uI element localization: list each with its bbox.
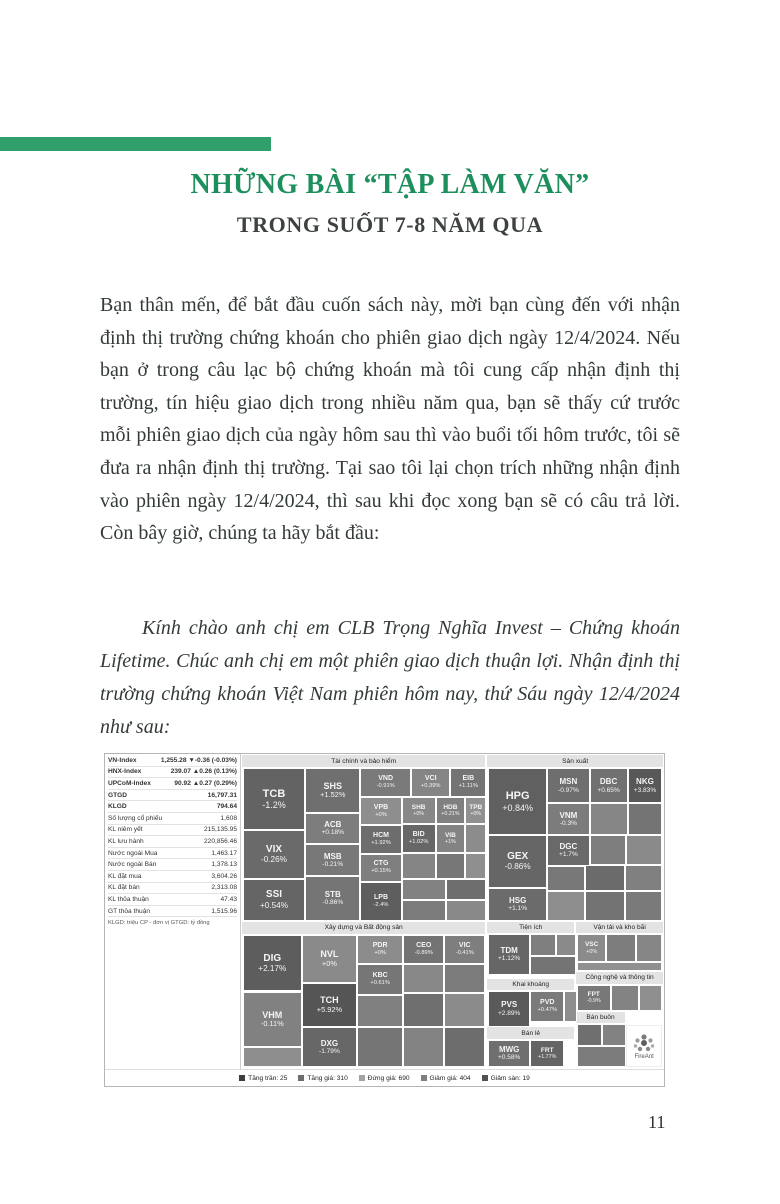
ticker-tile (626, 835, 662, 865)
sector-header: Tiện ích (486, 921, 575, 934)
paragraph-intro: Bạn thân mến, để bắt đầu cuốn sách này, mời bạn cùng đến với nhận định thị trường chứng khoán cho phiên giao dịch ngày 12/4/2024. Nếu bạn ở trong câu lạc bộ chứng khoán mà tôi cung cấp nhận định thị trường, tín hiệu giao dịch trong nhiều năm qua, bạn sẽ thấy cứ trước mỗi phiên giao dịch của ngày hôm sau thì vào buổi tối hôm trước, tôi sẽ đưa ra nhận định thị trường. Tại sao tôi lại chọn trích những nhận định vào phiên ngày 12/4/2024, thì sau khi đọc xong bạn sẽ có câu trả lời. Còn bây giờ, chúng ta hãy bắt đầu: (100, 294, 680, 545)
legend-label: Tăng giá: 310 (307, 1074, 348, 1082)
ticker-change: +1.11% (458, 783, 478, 790)
legend-swatch (421, 1075, 427, 1081)
ticker-change: +0% (321, 958, 337, 968)
sidebar-row-label: KLGD (108, 803, 127, 811)
page-number: 11 (648, 1112, 666, 1132)
legend-item (298, 1075, 347, 1082)
sidebar-row-label: KL lưu hành (108, 837, 144, 845)
ticker-tile-dxg (302, 1027, 357, 1067)
ticker-tile (625, 865, 663, 891)
sidebar-row-klgd (108, 801, 237, 813)
ticker-symbol: GEX (507, 850, 529, 862)
ticker-symbol: BID (412, 831, 425, 839)
ticker-symbol: VHM (262, 1009, 283, 1020)
ticker-tile (628, 803, 663, 835)
sidebar-row-n-c-ngo-i-mua (108, 848, 237, 860)
ticker-change: -1.79% (319, 1047, 340, 1055)
ticker-symbol: MSB (323, 851, 342, 861)
sidebar-row-kl-l-u-h-nh (108, 836, 237, 848)
ticker-tile (577, 1046, 626, 1067)
ticker-change: +0.15% (371, 868, 391, 875)
ticker-tile-shs (305, 768, 360, 812)
sidebar-row-value: 1,463.17 (211, 849, 237, 857)
ticker-symbol: TCH (320, 995, 339, 1006)
ticker-symbol: SSI (265, 889, 283, 901)
ticker-symbol: EIB (462, 775, 475, 783)
ticker-tile (636, 934, 662, 962)
ticker-tile-vnm (547, 803, 589, 835)
ticker-tile (402, 879, 446, 900)
ticker-symbol: TCB (262, 787, 286, 800)
sidebar-row-label: KL thỏa thuận (108, 895, 149, 903)
ticker-tile (530, 934, 555, 956)
ticker-tile (564, 991, 577, 1023)
ticker-tile (444, 964, 485, 994)
sidebar-row-gt-th-a-thu-n (108, 906, 237, 918)
ticker-tile (602, 1024, 626, 1046)
ticker-tile (465, 824, 486, 853)
ticker-tile (547, 891, 585, 921)
accent-bar (0, 137, 271, 151)
ticker-symbol: PVD (540, 999, 555, 1007)
ticker-tile (606, 934, 636, 962)
legend-item (482, 1075, 530, 1082)
ticker-tile (446, 879, 486, 900)
ticker-tile-tch (302, 983, 357, 1027)
sidebar-row-label: Số lượng cổ phiếu (108, 814, 163, 822)
ticker-tile-stb (305, 876, 360, 921)
ticker-change: -0.26% (261, 855, 287, 865)
ticker-symbol: HDB (443, 803, 458, 811)
ticker-tile (402, 853, 436, 879)
sidebar-row-label: KL đặt mua (108, 872, 142, 880)
sidebar-row-value: 794.64 (216, 803, 237, 811)
sidebar-row-value: 3,604.26 (211, 872, 237, 880)
sidebar-row-value: 16,797.31 (207, 791, 237, 799)
sidebar-row-kl-th-a-thu-n (108, 894, 237, 906)
ticker-change: +0% (374, 950, 386, 956)
sector-header: Sản xuất (486, 754, 664, 768)
ticker-change: +0.39% (420, 783, 441, 790)
ticker-tile (402, 900, 446, 921)
ticker-symbol: PDR (372, 941, 388, 949)
ticker-change: -0.86% (322, 899, 344, 907)
ticker-tile-vic (444, 935, 485, 964)
ticker-change: +0% (413, 811, 425, 818)
ticker-symbol: PVS (501, 1000, 518, 1010)
ticker-tile-eib (450, 768, 486, 796)
heatmap-sidebar (105, 754, 241, 1069)
ticker-symbol: CEO (416, 941, 432, 949)
ticker-change: +0.21% (441, 811, 460, 818)
ticker-tile (403, 1027, 444, 1067)
ticker-tile (577, 962, 662, 971)
ticker-tile-vib (436, 824, 466, 853)
ticker-change: +0% (375, 811, 387, 818)
ticker-symbol: DIG (263, 952, 282, 964)
sidebar-unit-note: KLGD: triệu CP - đơn vị GTGD: tỷ đồng (108, 920, 210, 927)
ticker-tile (357, 995, 404, 1027)
sidebar-row-value: 90.92 ▲0.27 (0.29%) (174, 779, 237, 787)
sidebar-row-value: 47.43 (220, 895, 237, 903)
sidebar-row-label: VN-Index (108, 756, 137, 764)
sidebar-row-hnx-index (108, 767, 237, 779)
sector-header: Vận tải và kho bãi (575, 921, 664, 934)
ticker-change: +1.92% (371, 840, 391, 847)
sidebar-row-label: KL đặt bán (108, 884, 140, 892)
ticker-symbol: MWG (498, 1045, 520, 1055)
ticker-tile-pvd (530, 991, 564, 1023)
sidebar-row-value: 215,135.95 (203, 826, 237, 834)
sidebar-row-kl-ni-m-y-t (108, 825, 237, 837)
ticker-symbol: VIC (458, 941, 471, 949)
sidebar-row-n-c-ngo-i-b-n (108, 859, 237, 871)
ticker-tile-pdr (357, 935, 404, 964)
ticker-symbol: CTG (373, 860, 389, 868)
ticker-tile-ctg (360, 854, 401, 882)
sector-header: Khai khoáng (486, 978, 575, 991)
sidebar-row-label: UPCoM-Index (108, 779, 151, 787)
market-heatmap-figure (104, 753, 665, 1087)
paragraph-quote: Kính chào anh chị em CLB Trọng Nghĩa Invest – Chứng khoán Lifetime. Chúc anh chị em một phiên giao dịch thuận lợi. Nhận định thị trường chứng khoán Việt Nam phiên hôm nay, thứ Sáu ngày 12/4/2024 như sau: (100, 617, 680, 738)
ticker-symbol: VND (378, 775, 394, 783)
ticker-tile-hpg (488, 768, 547, 834)
sidebar-row-label: Nước ngoài Bán (108, 861, 157, 869)
ticker-tile-msb (305, 844, 360, 876)
sidebar-row-label: GT thỏa thuận (108, 907, 151, 915)
ticker-change: -1.2% (262, 800, 286, 811)
ticker-symbol: LPB (374, 894, 388, 902)
ticker-tile (357, 1027, 404, 1067)
ticker-symbol: TPB (469, 803, 483, 811)
ticker-change: -0.41% (455, 950, 474, 956)
ticker-tile-ceo (403, 935, 444, 964)
chapter-subtitle: TRONG SUỐT 7-8 NĂM QUA (236, 212, 544, 237)
ticker-symbol: STB (324, 890, 341, 900)
ticker-tile (403, 993, 444, 1027)
ticker-change: +2.17% (258, 964, 287, 974)
ticker-symbol: VIB (444, 831, 456, 839)
legend-item (239, 1075, 287, 1082)
ticker-tile-pvs (488, 991, 530, 1027)
sidebar-row-upcom-index (108, 778, 237, 790)
ticker-change: +3.83% (633, 786, 657, 794)
ticker-tile (625, 891, 663, 921)
ticker-change: +0.58% (497, 1054, 521, 1062)
ticker-tile-dgc (547, 835, 589, 867)
ticker-symbol: KBC (372, 972, 388, 980)
ticker-tile-vci (411, 768, 450, 796)
sidebar-row-label: KL niêm yết (108, 826, 143, 834)
ticker-change: -0.86% (504, 862, 531, 872)
sector-header: Bán buôn (575, 1011, 626, 1024)
ticker-tile (585, 891, 624, 921)
ticker-change: -0.21% (322, 860, 344, 868)
ticker-tile-vpb (360, 797, 401, 825)
ticker-change: -0.11% (260, 1019, 284, 1029)
legend-label: Giảm sàn: 19 (490, 1074, 530, 1082)
ticker-tile-vix (243, 830, 306, 879)
ticker-tile-tpb (465, 797, 486, 824)
sidebar-row-value: 1,378.13 (211, 861, 237, 869)
ticker-tile-lpb (360, 882, 401, 921)
ticker-tile (444, 993, 485, 1027)
ticker-change: +1% (444, 839, 456, 846)
sidebar-row-label: Nước ngoài Mua (108, 849, 158, 857)
heatmap-treemap (241, 754, 664, 1069)
ticker-tile (436, 853, 466, 879)
ticker-change: -0.97% (558, 786, 579, 794)
ticker-tile-bid (402, 824, 436, 853)
sidebar-row-value: 1,608 (220, 814, 237, 822)
ticker-symbol: VSC (584, 941, 599, 949)
ticker-tile-vsc (577, 934, 607, 962)
ticker-tile-gex (488, 835, 547, 889)
ticker-change: -2.4% (373, 902, 389, 909)
ticker-tile-msn (547, 768, 589, 803)
ticker-change: +0% (586, 948, 598, 955)
sidebar-row-kl-t-mua (108, 871, 237, 883)
ticker-tile-nvl (302, 935, 357, 983)
sector-header: Bán lẻ (486, 1026, 575, 1039)
sector-header: Xây dựng và Bất động sản (241, 921, 486, 935)
ticker-symbol: VIX (265, 843, 283, 855)
ticker-symbol: SHB (411, 803, 426, 811)
ticker-tile-nkg (628, 768, 663, 803)
ticker-tile-tdm (488, 934, 530, 975)
ticker-tile-hsg (488, 888, 547, 921)
ticker-change: +1.02% (408, 839, 429, 846)
ticker-tile (547, 866, 585, 891)
sector-header: Tài chính và bảo hiểm (241, 754, 486, 768)
ticker-tile-tcb (243, 768, 306, 829)
ticker-symbol: TDM (500, 946, 518, 956)
ticker-tile-acb (305, 813, 360, 845)
legend-swatch (239, 1075, 245, 1081)
sidebar-row-label: HNX-Index (108, 768, 142, 776)
ticker-tile (446, 900, 486, 921)
legend-item (359, 1075, 410, 1082)
sidebar-row-vn-index (108, 755, 237, 767)
ticker-change: +2.89% (497, 1009, 521, 1017)
ticker-tile-hcm (360, 825, 401, 853)
ticker-tile (585, 865, 624, 891)
ticker-tile (611, 985, 639, 1011)
ticker-symbol: MSN (559, 777, 578, 787)
ticker-symbol: HPG (505, 790, 530, 803)
sidebar-row-value: 1,515.96 (211, 907, 237, 915)
legend-swatch (298, 1075, 304, 1081)
ticker-change: +0.65% (597, 786, 620, 794)
legend-label: Đứng giá: 690 (367, 1074, 410, 1082)
sidebar-row-value: 220,856.46 (203, 837, 237, 845)
sidebar-row-label: GTGD (108, 791, 128, 799)
ticker-symbol: VCI (424, 775, 437, 783)
ticker-change: +0.18% (321, 829, 344, 837)
fireant-logo-icon (632, 1033, 656, 1053)
ticker-symbol: VNM (559, 810, 578, 820)
ticker-tile-vnd (360, 768, 411, 796)
ticker-symbol: HCM (373, 832, 389, 840)
ticker-tile (530, 956, 576, 975)
ticker-tile-mwg (488, 1040, 530, 1068)
ticker-tile (639, 985, 663, 1011)
sidebar-row-s-l-ng-c-phi-u (108, 813, 237, 825)
fireant-logo-text: FireAnt (634, 1053, 654, 1060)
ticker-change: +0.61% (370, 980, 390, 987)
sector-header: Công nghệ và thông tin (575, 971, 664, 984)
heatmap-legend (105, 1069, 664, 1086)
ticker-tile-shb (402, 797, 436, 824)
legend-swatch (482, 1075, 488, 1081)
legend-item (421, 1075, 471, 1082)
ticker-tile-dig (243, 935, 302, 992)
ticker-tile (577, 1024, 602, 1046)
sidebar-row-kl-t-b-n (108, 883, 237, 895)
ticker-symbol: SHS (323, 781, 343, 792)
fireant-logo (626, 1025, 662, 1068)
ticker-change: +1.1% (508, 905, 528, 913)
chapter-title: NHỮNG BÀI “TẬP LÀM VĂN” (190, 169, 590, 200)
ticker-tile-dbc (590, 768, 628, 803)
ticker-change: -0.3% (559, 819, 577, 827)
ticker-tile (556, 934, 576, 956)
ticker-change: +0.84% (502, 802, 534, 813)
ticker-symbol: NVL (320, 949, 339, 960)
ticker-symbol: ACB (324, 819, 342, 829)
ticker-tile (590, 835, 626, 865)
sidebar-row-value: 2,313.08 (211, 884, 237, 892)
ticker-change: -0.91% (376, 783, 395, 790)
ticker-change: +0.47% (537, 1007, 558, 1014)
ticker-tile (403, 964, 444, 994)
ticker-symbol: VPB (373, 803, 389, 811)
ticker-symbol: FPT (587, 991, 600, 998)
ticker-change: +1.7% (559, 851, 578, 859)
ticker-tile (444, 1027, 485, 1067)
ticker-symbol: NKG (636, 777, 654, 787)
legend-label: Giảm giá: 404 (429, 1074, 471, 1082)
ticker-change: +0% (470, 811, 482, 818)
ticker-change: +1.12% (497, 955, 521, 963)
ticker-tile-kbc (357, 964, 404, 996)
ticker-symbol: DGC (559, 842, 578, 851)
sidebar-row-gtgd (108, 790, 237, 802)
ticker-change: +1.52% (320, 790, 346, 800)
ticker-symbol: HSG (508, 896, 527, 906)
ticker-change: -0.89% (414, 950, 433, 956)
ticker-symbol: FRT (540, 1046, 554, 1054)
ticker-tile-vhm (243, 992, 302, 1047)
legend-label: Tăng trần: 25 (248, 1074, 288, 1082)
ticker-change: +5.92% (316, 1004, 342, 1014)
ticker-tile-hdb (436, 797, 466, 824)
ticker-tile (590, 803, 628, 835)
ticker-symbol: DBC (599, 777, 618, 787)
ticker-change: +1.77% (538, 1054, 557, 1061)
legend-swatch (359, 1075, 365, 1081)
sidebar-row-value: 1,255.28 ▼-0.36 (-0.03%) (160, 756, 237, 764)
ticker-tile (465, 853, 486, 879)
ticker-symbol: DXG (320, 1038, 339, 1048)
sidebar-row-value: 239.07 ▲0.26 (0.13%) (170, 768, 237, 776)
ticker-change: -0.9% (586, 998, 601, 1005)
ticker-change: +0.54% (259, 900, 288, 910)
ticker-tile-frt (530, 1040, 564, 1068)
ticker-tile-ssi (243, 879, 306, 921)
ticker-tile (243, 1047, 302, 1067)
ticker-tile-fpt (577, 985, 611, 1011)
